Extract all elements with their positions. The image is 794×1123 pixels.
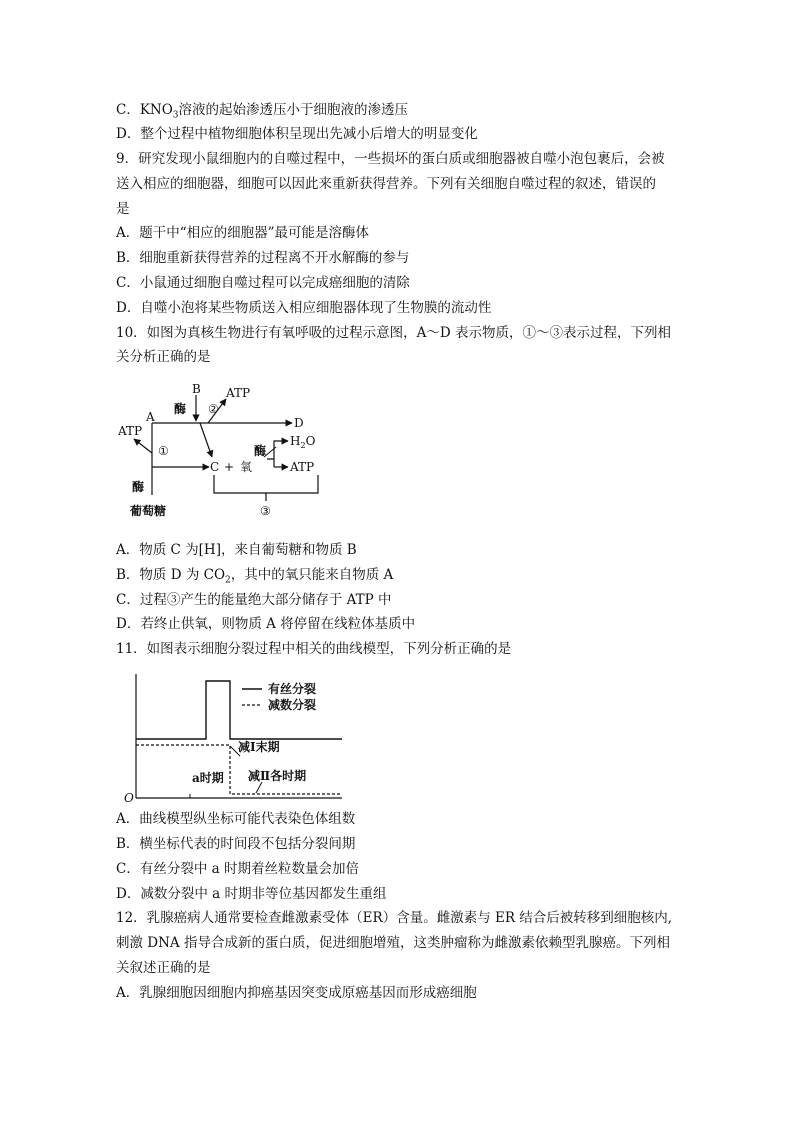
- label-meiosis1-end: 减Ⅰ末期: [238, 740, 280, 754]
- q9-option-d: D．自噬小泡将某些物质送入相应细胞器体现了生物膜的流动性: [116, 300, 492, 316]
- q10-option-b: B．物质 D 为 $CO_2$，其中的氧只能来自物质 A: [116, 567, 394, 586]
- label-c: C: [210, 460, 220, 474]
- label-enzyme-3: 酶: [132, 480, 145, 494]
- cell-division-curve-diagram: [116, 670, 346, 809]
- label-step1: ①: [158, 444, 169, 458]
- label-oxygen: 氧: [240, 460, 253, 474]
- q10-stem-line1: 10．如图为真核生物进行有氧呼吸的过程示意图，A～D 表示物质，①～③表示过程，下列相: [116, 325, 672, 341]
- q8-option-c: C．$KNO_3$溶液的起始渗透压小于细胞液的渗透压: [116, 102, 409, 121]
- q9-stem-line1: 9．研究发现小鼠细胞内的自噬过程中，一些损坏的蛋白质或细胞器被自噬小泡包裹后，会被: [116, 151, 665, 167]
- q8-option-d: D．整个过程中植物细胞体积呈现出先减小后增大的明显变化: [116, 126, 478, 142]
- label-enzyme-2: 酶: [254, 444, 267, 458]
- label-glucose: 葡萄糖: [130, 504, 167, 518]
- atp-left-arrow: [134, 439, 152, 453]
- label-step2: ②: [208, 402, 219, 416]
- label-atp-right: ATP: [290, 460, 315, 474]
- q11-option-b: B．横坐标代表的时间段不包括分裂间期: [116, 836, 356, 852]
- to-h2o-arrow: [267, 441, 288, 459]
- q9-option-b: B．细胞重新获得营养的过程离不开水解酶的参与: [116, 250, 410, 266]
- q9-option-a: A．题干中“相应的细胞器”最可能是溶酶体: [116, 225, 370, 241]
- label-b: B: [192, 383, 201, 396]
- a-to-c-arrow: [200, 423, 212, 457]
- q9-option-c: C．小鼠通过细胞自噬过程可以完成癌细胞的清除: [116, 275, 410, 291]
- q12-stem-line1: 12．乳腺癌病人通常要检查雌激素受体（ER）含量。雌激素与 ER 结合后被转移到细胞核内,: [116, 910, 673, 926]
- label-step3: ③: [260, 504, 271, 518]
- label-a: A: [146, 410, 155, 424]
- q10-option-a: A．物质 C 为[H]，来自葡萄糖和物质 B: [116, 542, 357, 558]
- label-atp-top: ATP: [226, 386, 251, 400]
- step3-bracket: [214, 475, 318, 493]
- q11-option-c: C．有丝分裂中 a 时期着丝粒数量会加倍: [116, 861, 359, 877]
- label-atp-left: ATP: [118, 424, 143, 438]
- label-a-period: a时期: [192, 771, 224, 785]
- q12-option-a: A．乳腺细胞因细胞内抑癌基因突变成原癌基因而形成癌细胞: [116, 985, 477, 1001]
- label-meiosis2: 减Ⅱ各时期: [248, 769, 307, 783]
- q11-stem: 11．如图表示细胞分裂过程中相关的曲线模型，下列分析正确的是: [116, 641, 512, 657]
- legend-meiosis: 减数分裂: [268, 698, 317, 712]
- q12-stem-line2: 刺激 DNA 指导合成新的蛋白质，促进细胞增殖，这类肿瘤称为雌激素依赖型乳腺癌。下列相: [116, 935, 670, 951]
- q12-stem-line3: 关叙述正确的是: [116, 960, 211, 976]
- q11-option-d: D．减数分裂中 a 时期非等位基因都发生重组: [116, 886, 387, 902]
- q9-stem-line2: 送入相应的细胞器，细胞可以因此来重新获得营养。下列有关细胞自噬过程的叙述，错误的: [116, 176, 656, 192]
- label-origin: O: [124, 791, 134, 805]
- q10-option-c: C．过程③产生的能量绝大部分储存于 ATP 中: [116, 592, 392, 608]
- label-h2o: $H_2O$: [290, 434, 316, 450]
- q11-option-a: A．曲线模型纵坐标可能代表染色体组数: [116, 811, 356, 827]
- q10-stem-line2: 关分析正确的是: [116, 349, 211, 365]
- label-enzyme-1: 酶: [174, 402, 187, 416]
- label-plus: +: [224, 460, 235, 474]
- legend-mitosis: 有丝分裂: [268, 682, 317, 696]
- label-d: D: [294, 416, 304, 430]
- q9-stem-line3: 是: [116, 201, 130, 217]
- q10-option-d: D．若终止供氧，则物质 A 将停留在线粒体基质中: [116, 616, 416, 632]
- aerobic-respiration-diagram: [116, 383, 326, 527]
